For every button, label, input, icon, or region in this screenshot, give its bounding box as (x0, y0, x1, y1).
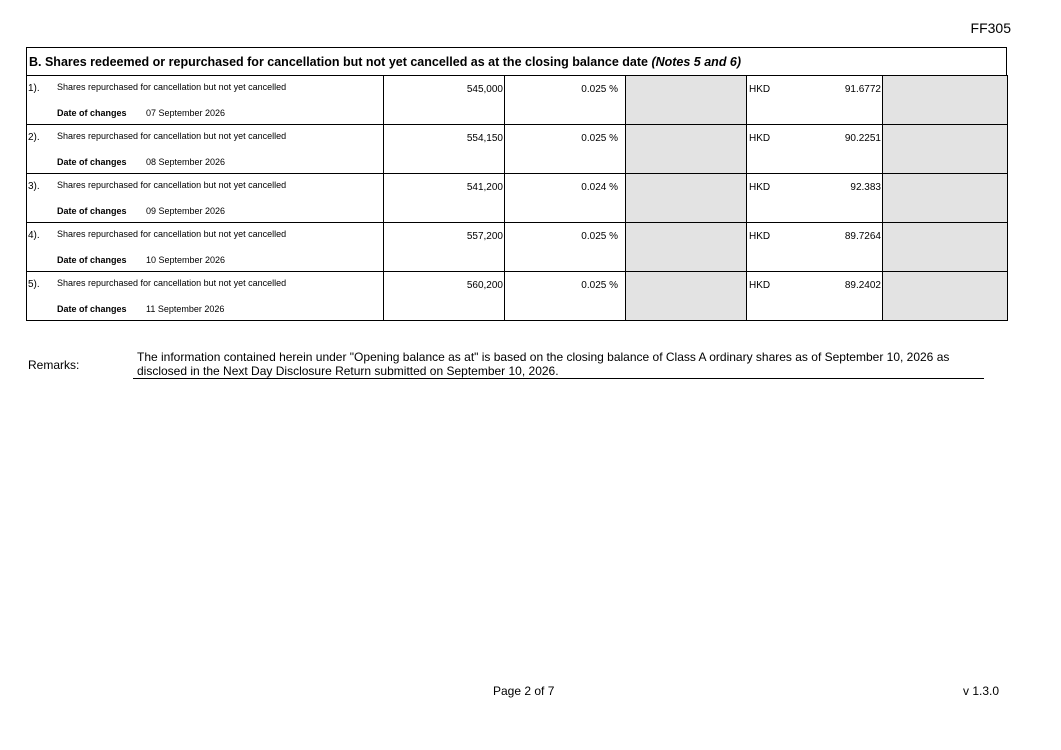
row-description-cell (27, 223, 384, 272)
table-row (27, 76, 1008, 125)
percent-cell: 0.025 % (505, 76, 626, 125)
price-cell (747, 174, 883, 223)
blank-shaded-cell (883, 76, 1008, 125)
date-value: 08 September 2026 (146, 157, 226, 167)
row-description: Shares repurchased for cancellation but not yet cancelled (57, 229, 287, 239)
row-index: 4). (28, 230, 40, 241)
currency-code: HKD (749, 84, 771, 95)
blank-shaded-cell (883, 272, 1008, 321)
price-cell (747, 76, 883, 125)
row-description-cell (27, 174, 384, 223)
shares-cell: 560,200 (384, 272, 505, 321)
currency-code: HKD (749, 182, 771, 193)
date-label: Date of changes (57, 255, 127, 265)
currency-code: HKD (749, 280, 771, 291)
blank-shaded-cell (883, 223, 1008, 272)
page-number: Page 2 of 7 (493, 684, 555, 698)
repurchase-table (26, 75, 1008, 321)
date-value: 11 September 2026 (146, 304, 225, 314)
table-row (27, 125, 1008, 174)
blank-shaded-cell (626, 174, 747, 223)
percent-cell: 0.025 % (505, 272, 626, 321)
shares-section (26, 47, 1007, 321)
blank-shaded-cell (626, 272, 747, 321)
section-title (26, 47, 1007, 75)
price-cell (747, 125, 883, 174)
remarks-text: The information contained herein under "Opening balance as at" is based on the closing balance of Class A ordinary shares as of September 10, 2026 as disclosed in the Next Day Disclosure Return submitted on September 10, 2026. (133, 350, 984, 379)
date-label: Date of changes (57, 304, 127, 314)
price-value: 92.383 (850, 182, 881, 193)
blank-shaded-cell (883, 125, 1008, 174)
row-description-cell (27, 125, 384, 174)
price-value: 90.2251 (844, 133, 881, 144)
currency-code: HKD (749, 133, 771, 144)
percent-cell: 0.025 % (505, 125, 626, 174)
row-index: 2). (28, 132, 40, 143)
section-title-text: B. Shares redeemed or repurchased for cancellation but not yet cancelled as at the closing balance date (29, 55, 648, 69)
date-value: 07 September 2026 (146, 108, 226, 118)
row-index: 1). (28, 83, 40, 94)
date-value: 09 September 2026 (146, 206, 226, 216)
price-value: 89.2402 (844, 280, 881, 291)
date-label: Date of changes (57, 206, 127, 216)
date-label: Date of changes (57, 157, 127, 167)
shares-cell: 557,200 (384, 223, 505, 272)
percent-cell: 0.024 % (505, 174, 626, 223)
table-row (27, 174, 1008, 223)
table-row (27, 272, 1008, 321)
table-row (27, 223, 1008, 272)
row-description-cell (27, 76, 384, 125)
row-index: 3). (28, 181, 40, 192)
currency-code: HKD (749, 231, 771, 242)
price-cell (747, 223, 883, 272)
blank-shaded-cell (626, 125, 747, 174)
row-description-cell (27, 272, 384, 321)
shares-cell: 541,200 (384, 174, 505, 223)
row-index: 5). (28, 279, 40, 290)
date-value: 10 September 2026 (146, 255, 226, 265)
shares-cell: 554,150 (384, 125, 505, 174)
row-description: Shares repurchased for cancellation but not yet cancelled (57, 131, 287, 141)
row-description: Shares repurchased for cancellation but not yet cancelled (57, 278, 287, 288)
remarks-label: Remarks: (28, 358, 80, 372)
form-code: FF305 (970, 20, 1011, 36)
blank-shaded-cell (883, 174, 1008, 223)
blank-shaded-cell (626, 76, 747, 125)
blank-shaded-cell (626, 223, 747, 272)
row-description: Shares repurchased for cancellation but not yet cancelled (57, 180, 287, 190)
price-value: 91.6772 (844, 84, 881, 95)
price-cell (747, 272, 883, 321)
section-notes: (Notes 5 and 6) (651, 55, 742, 69)
version-label: v 1.3.0 (963, 684, 1000, 698)
date-label: Date of changes (57, 108, 127, 118)
row-description: Shares repurchased for cancellation but not yet cancelled (57, 82, 287, 92)
shares-cell: 545,000 (384, 76, 505, 125)
percent-cell: 0.025 % (505, 223, 626, 272)
price-value: 89.7264 (844, 231, 881, 242)
